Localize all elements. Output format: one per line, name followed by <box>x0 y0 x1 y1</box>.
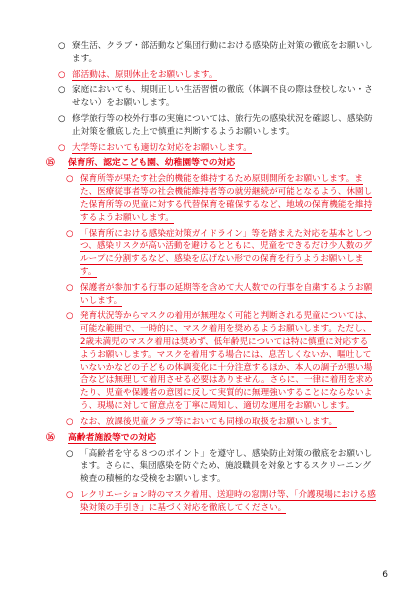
item-text: なお、放課後児童クラブ等においても同様の取扱をお願いします。 <box>80 416 338 427</box>
item-text: 大学等においても適切な対応をお願いします。 <box>72 142 252 153</box>
bullet: ○ <box>58 113 66 124</box>
list-item <box>58 40 376 66</box>
item-text: 部活動は、原則休止をお願いします。 <box>72 69 218 80</box>
item-text: 「保育所における感染症対策ガイドライン」等を踏まえた対応を基本としつつ、感染リスクが高い活動を避けるとともに、児童をできるだけ少人数のグループに分割するなど、感染を広げない形での保育を行うようお願いします。 <box>80 228 372 277</box>
bullet: ○ <box>66 228 74 239</box>
list-item <box>66 310 376 412</box>
bullet: ○ <box>58 142 66 153</box>
item-text: 発育状況等からマスクの着用が無理なく可能と判断される児童については、可能な範囲で、一時的に、マスク着用を奨めるようお願いします。ただし、2歳未満児のマスク着用は奨めず、低年齢児については特に慎重に対応するようお願いします。マスクを着用する場合には、息苦しくないか、嘔吐していないかなどの子どもの体調変化に十分注意するほか、本人の調子が悪い場合などは無理して着用させる必要はありません。さらに、一律に着用を求めたり、児童や保護者の意図に反して実質的に無理強いすることにならないよう、現場に対して留意点を丁寧に周知し、適切な運用をお願いします。 <box>80 311 373 411</box>
list-item <box>58 69 376 82</box>
bullet: ○ <box>58 69 66 80</box>
list-item <box>66 228 376 279</box>
section-number: ⑯ <box>46 432 55 443</box>
section-heading-15 <box>46 157 376 170</box>
item-text: 保育所等が果たす社会的機能を維持するため原則開所をお願いします。また、医療従事者等の社会機能維持者等の就労継続が可能となるよう、休園した保育所等の児童に対する代替保育を確保するなど、地域の保育機能を維持するようお願いします。 <box>80 174 373 223</box>
list-item <box>66 489 376 515</box>
section-title: 保育所、認定こども園、幼稚園等での対応 <box>68 158 236 169</box>
content-body <box>46 40 376 518</box>
item-text: 保護者が参加する行事の延期等を含めて大人数での行事を自粛するようお願いします。 <box>80 282 373 306</box>
bullet: ○ <box>58 85 66 96</box>
section-title: 高齢者施設等での対応 <box>68 432 156 443</box>
bullet: ○ <box>58 41 66 51</box>
section-heading-16 <box>46 432 376 445</box>
list-item <box>58 142 376 155</box>
bullet: ○ <box>66 416 74 427</box>
page-number: 6 <box>382 570 388 580</box>
list-item <box>58 113 376 139</box>
bullet: ○ <box>66 448 74 459</box>
list-item <box>66 282 376 308</box>
list-item <box>66 416 376 429</box>
bullet: ○ <box>66 282 74 293</box>
bullet: ○ <box>66 311 74 322</box>
list-item <box>66 173 376 224</box>
item-text: 「高齢者を守る８つのポイント」を遵守し、感染防止対策の徹底をお願いします。さらに、集団感染を防ぐため、施設職員を対象とするスクリーニング検査の積極的な受検をお願いします。 <box>80 448 373 485</box>
bullet: ○ <box>66 174 74 185</box>
item-text: レクリエーション時のマスク着用、送迎時の窓開け等、「介護現場における感染対策の手引き」に基づく対応を徹底してください。 <box>80 489 376 513</box>
item-text: 修学旅行等の校外行事の実施については、旅行先の感染状況を確認し、感染防止対策を徹底した上で慎重に判断するようお願いします。 <box>72 113 373 137</box>
bullet: ○ <box>66 489 74 500</box>
item-text: 家庭においても、規則正しい生活習慣の徹底（体調不良の際は登校しない・させない）をお願いします。 <box>72 85 373 109</box>
item-text: 寮生活、クラブ・部活動など集団行動における感染防止対策の徹底をお願いします。 <box>72 41 373 64</box>
list-item <box>58 84 376 110</box>
list-item <box>66 448 376 486</box>
section-number: ⑮ <box>46 158 55 169</box>
